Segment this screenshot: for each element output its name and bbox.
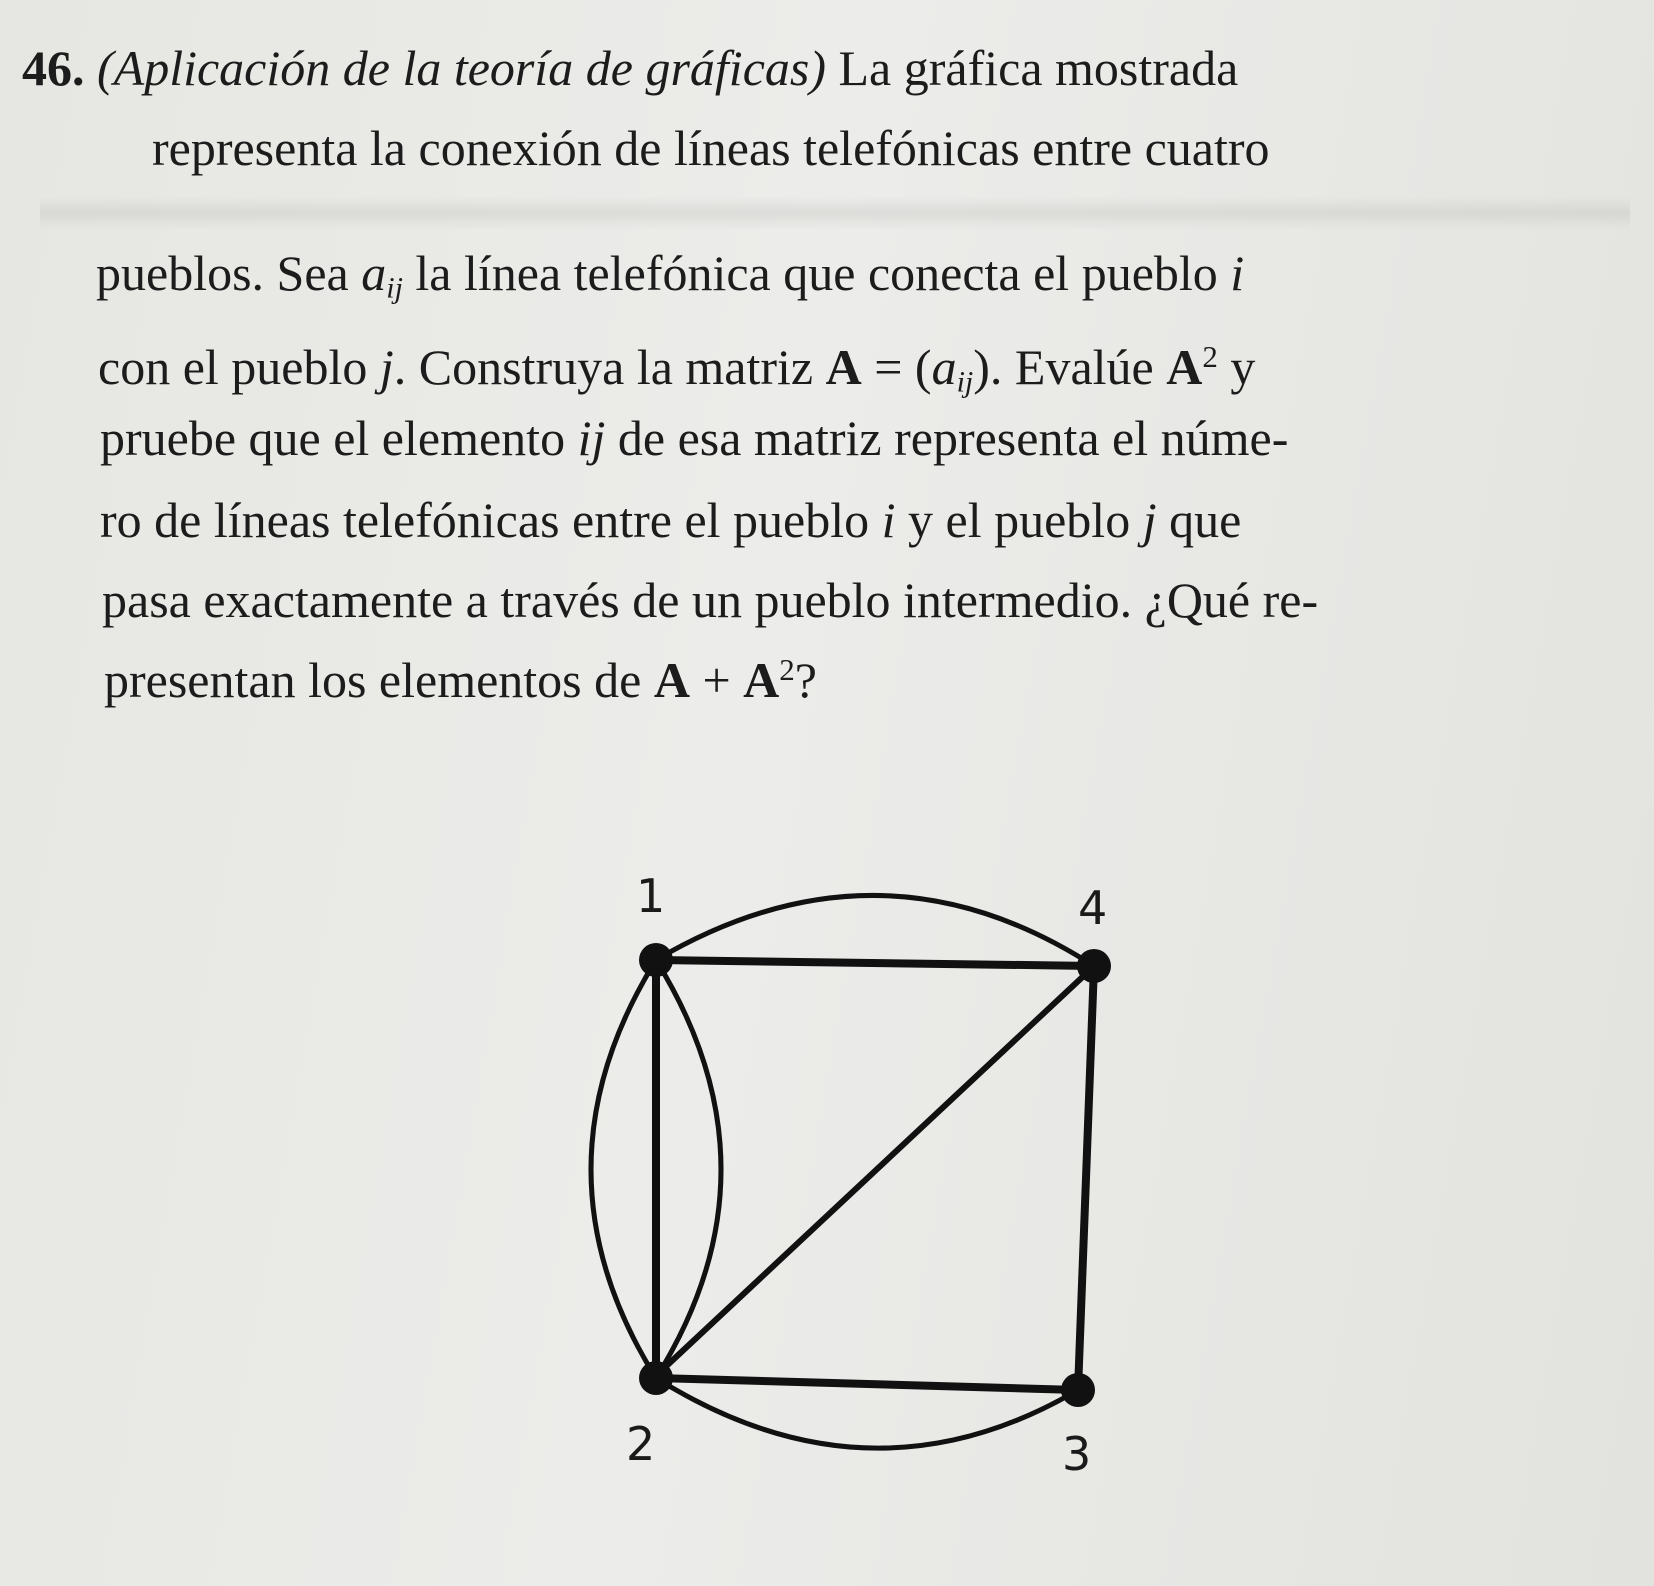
text-fragment: . Construya la matriz — [393, 339, 826, 396]
exercise-number: 46. — [22, 40, 85, 96]
text-fragment: pasa exactamente a través de un pueblo intermedio. ¿Qué re- — [102, 572, 1319, 628]
node-label-4: 4 — [1078, 881, 1108, 935]
variable-a: a — [931, 339, 957, 396]
node-label-1: 1 — [636, 869, 666, 923]
node-2 — [639, 1361, 673, 1395]
text-fragment: la línea telefónica que conecta el pueblo — [402, 245, 1231, 301]
subscript-ij: ij — [386, 271, 403, 305]
exercise-title: (Aplicación de la teoría de gráficas) — [97, 40, 827, 96]
subscript-ij: ij — [956, 365, 974, 399]
text-fragment: que — [1156, 492, 1242, 548]
node-3 — [1061, 1373, 1095, 1407]
edge-3-4-straight — [1078, 966, 1094, 1390]
text-fragment: + — [689, 652, 744, 709]
text-fragment: presentan los elementos de — [104, 652, 654, 709]
matrix-A: A — [743, 652, 780, 709]
edge-1-4-straight — [656, 960, 1094, 966]
edge-1-4-arc — [656, 895, 1094, 966]
matrix-A: A — [825, 339, 862, 396]
exponent: 2 — [779, 652, 795, 687]
matrix-A: A — [653, 652, 690, 709]
text-fragment: pruebe que el elemento — [100, 410, 578, 466]
text-fragment: ). Evalúe — [973, 339, 1167, 396]
edge-1-2-arc-right — [656, 960, 721, 1378]
text-fragment: La gráfica mostrada — [826, 40, 1239, 96]
text-fragment: representa la conexión de líneas telefónicas entre cuatro — [152, 120, 1270, 176]
variable-i: i — [1230, 245, 1245, 301]
text-fragment: ? — [794, 652, 817, 709]
node-1 — [639, 943, 673, 977]
exponent: 2 — [1202, 339, 1218, 374]
variable-i: i — [881, 492, 896, 548]
variable-ij: ij — [577, 410, 606, 466]
text-fragment: con el pueblo — [98, 339, 380, 396]
text-fragment: y el pueblo — [895, 492, 1143, 548]
node-label-3: 3 — [1062, 1427, 1092, 1481]
edge-2-3-straight — [656, 1378, 1078, 1390]
text-fragment: y — [1217, 339, 1256, 396]
node-label-2: 2 — [626, 1417, 656, 1471]
variable-a: a — [361, 245, 387, 301]
text-fragment: = ( — [861, 339, 932, 396]
matrix-A: A — [1166, 339, 1203, 396]
variable-j: j — [1142, 492, 1157, 548]
node-4 — [1077, 949, 1111, 983]
edge-2-4-straight — [660, 970, 1090, 1372]
text-fragment: de esa matriz representa el núme- — [605, 410, 1289, 466]
variable-j: j — [379, 339, 394, 396]
text-fragment: pueblos. Sea — [96, 245, 362, 301]
edge-1-2-arc-left — [591, 960, 656, 1378]
text-fragment: ro de líneas telefónicas entre el pueblo — [100, 492, 882, 548]
